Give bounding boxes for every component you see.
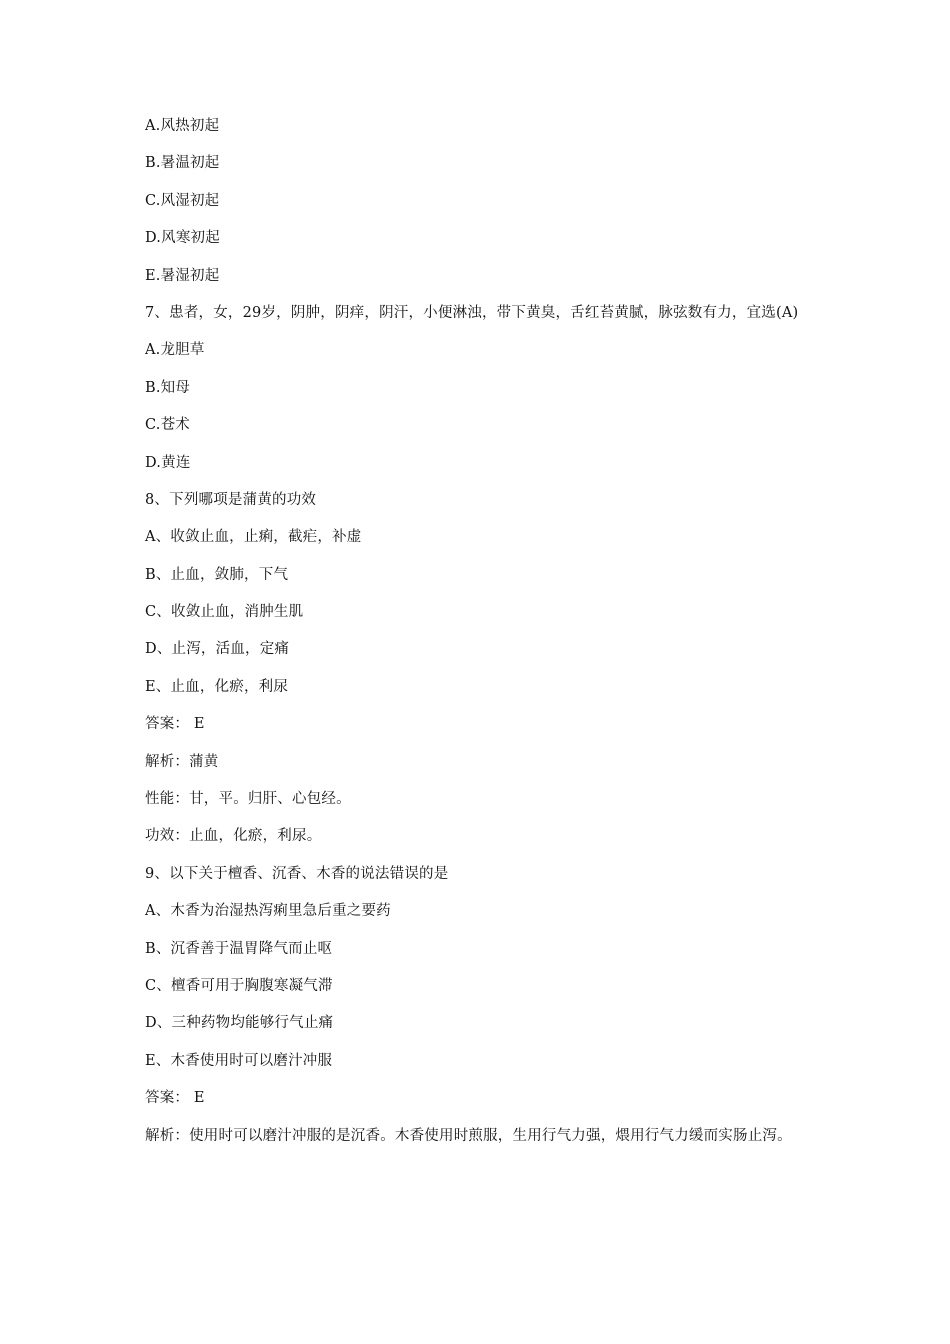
q8-option-b: B、止血，敛肺，下气 <box>145 566 289 583</box>
document-page <box>145 108 815 1155</box>
q9-option-a: A、木香为治湿热泻痢里急后重之要药 <box>145 903 391 920</box>
q7-stem: 7、患者，女，29岁，阴肿，阴痒，阴汗，小便淋浊，带下黄臭，舌红苔黄腻，脉弦数有力，宜选(A) <box>145 304 799 321</box>
q8-option-a: A、收敛止血，止痢，截疟，补虚 <box>145 529 362 546</box>
q8-option-d: D、止泻，活血，定痛 <box>145 641 290 658</box>
q9-option-c: C、檀香可用于胸腹寒凝气滞 <box>145 978 333 994</box>
q8-answer: 答案： E <box>145 716 205 733</box>
q8-analysis-effects: 功效：止血，化瘀，利尿。 <box>145 828 322 845</box>
q7-option-d: D.黄连 <box>145 454 191 471</box>
q9-option-e: E、木香使用时可以磨汁冲服 <box>145 1052 333 1069</box>
q6-option-c: C.风湿初起 <box>145 192 220 209</box>
q9-option-b: B、沉香善于温胃降气而止呕 <box>145 940 333 957</box>
q6-option-e: E.暑湿初起 <box>145 267 220 284</box>
q9-analysis: 解析：使用时可以磨汁冲服的是沉香。木香使用时煎服，生用行气力强，煨用行气力缓而实肠止泻。 <box>145 1127 792 1144</box>
q7-option-a: A.龙胆草 <box>145 342 205 359</box>
q9-answer: 答案： E <box>145 1090 205 1107</box>
q6-option-b: B.暑温初起 <box>145 155 220 172</box>
q8-option-c: C、收敛止血，消肿生肌 <box>145 604 304 621</box>
q8-analysis-title: 解析：蒲黄 <box>145 753 219 770</box>
q8-analysis-properties: 性能：甘，平。归肝、心包经。 <box>145 791 351 808</box>
q6-option-d: D.风寒初起 <box>145 230 220 247</box>
q6-option-a: A.风热初起 <box>145 118 220 134</box>
q7-option-c: C.苍术 <box>145 417 190 434</box>
q9-stem: 9、以下关于檀香、沉香、木香的说法错误的是 <box>145 865 449 882</box>
q8-option-e: E、止血，化瘀，利尿 <box>145 678 289 695</box>
q7-option-b: B.知母 <box>145 379 191 396</box>
q8-stem: 8、下列哪项是蒲黄的功效 <box>145 491 317 508</box>
q9-option-d: D、三种药物均能够行气止痛 <box>145 1015 334 1032</box>
